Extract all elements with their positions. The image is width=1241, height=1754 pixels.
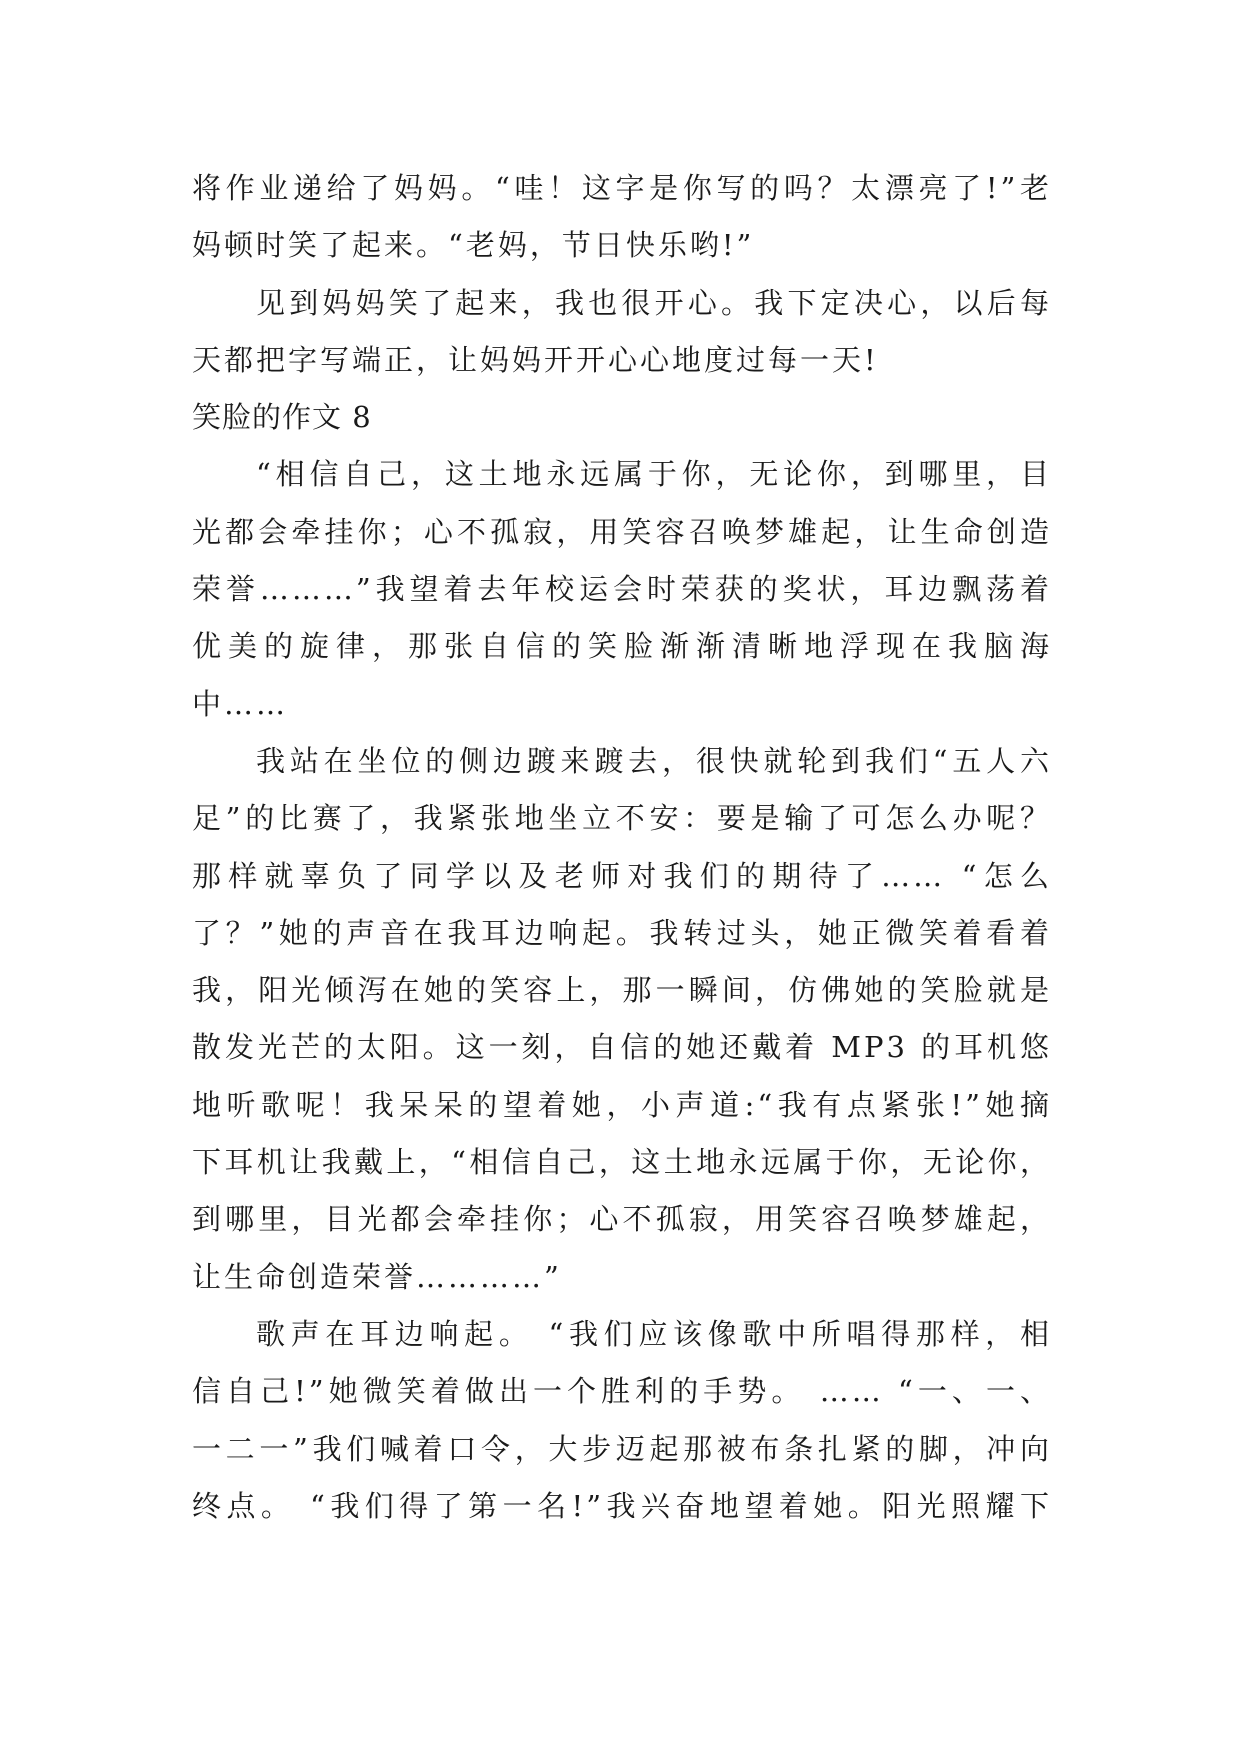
text-line: 我，阳光倾泻在她的笑容上，那一瞬间，仿佛她的笑脸就是	[192, 973, 1052, 1008]
text-line: 光都会牵挂你；心不孤寂，用笑容召唤梦雄起，让生命创造	[192, 514, 1052, 549]
text-line: 中……	[192, 686, 289, 721]
text-line: 一二一”我们喊着口令，大步迈起那被布条扎紧的脚，冲向	[192, 1431, 1052, 1466]
text-line: 那样就辜负了同学以及老师对我们的期待了…… “怎么	[192, 858, 1052, 893]
text-line: 下耳机让我戴上，“相信自己，这土地永远属于你，无论你，	[192, 1145, 1052, 1180]
text-line: “相信自己，这土地永远属于你，无论你，到哪里，目	[256, 457, 1052, 492]
text-line: 优美的旋律，那张自信的笑脸渐渐清晰地浮现在我脑海	[192, 629, 1052, 664]
text-line: 到哪里，目光都会牵挂你；心不孤寂，用笑容召唤梦雄起，	[192, 1202, 1052, 1237]
text-line: 信自己!”她微笑着做出一个胜利的手势。 …… “一、一、	[192, 1374, 1052, 1409]
text-line: 天都把字写端正，让妈妈开开心心地度过每一天!	[192, 342, 879, 377]
text-line: 歌声在耳边响起。 “我们应该像歌中所唱得那样，相	[256, 1316, 1052, 1351]
text-line: 了？”她的声音在我耳边响起。我转过头，她正微笑着看着	[192, 915, 1052, 950]
text-line: 足”的比赛了，我紧张地坐立不安：要是输了可怎么办呢？	[192, 801, 1052, 836]
text-line: 散发光芒的太阳。这一刻，自信的她还戴着 MP3 的耳机悠	[192, 1030, 1052, 1065]
text-line: 我站在坐位的侧边踱来踱去，很快就轮到我们“五人六	[256, 743, 1052, 778]
section-heading: 笑脸的作文 8	[192, 400, 372, 435]
text-line: 妈顿时笑了起来。“老妈，节日快乐哟!”	[192, 228, 755, 263]
text-line: 让生命创造荣誉…………”	[192, 1259, 562, 1294]
essay-body	[192, 160, 1052, 1535]
text-line: 地听歌呢！我呆呆的望着她，小声道:“我有点紧张!”她摘	[192, 1087, 1052, 1122]
text-line: 见到妈妈笑了起来，我也很开心。我下定决心，以后每	[256, 285, 1052, 320]
text-line: 荣誉………”我望着去年校运会时荣获的奖状，耳边飘荡着	[192, 572, 1052, 607]
text-line: 将作业递给了妈妈。“哇！这字是你写的吗？太漂亮了!”老	[192, 171, 1052, 205]
text-line: 终点。 “我们得了第一名!”我兴奋地望着她。阳光照耀下	[192, 1488, 1052, 1523]
